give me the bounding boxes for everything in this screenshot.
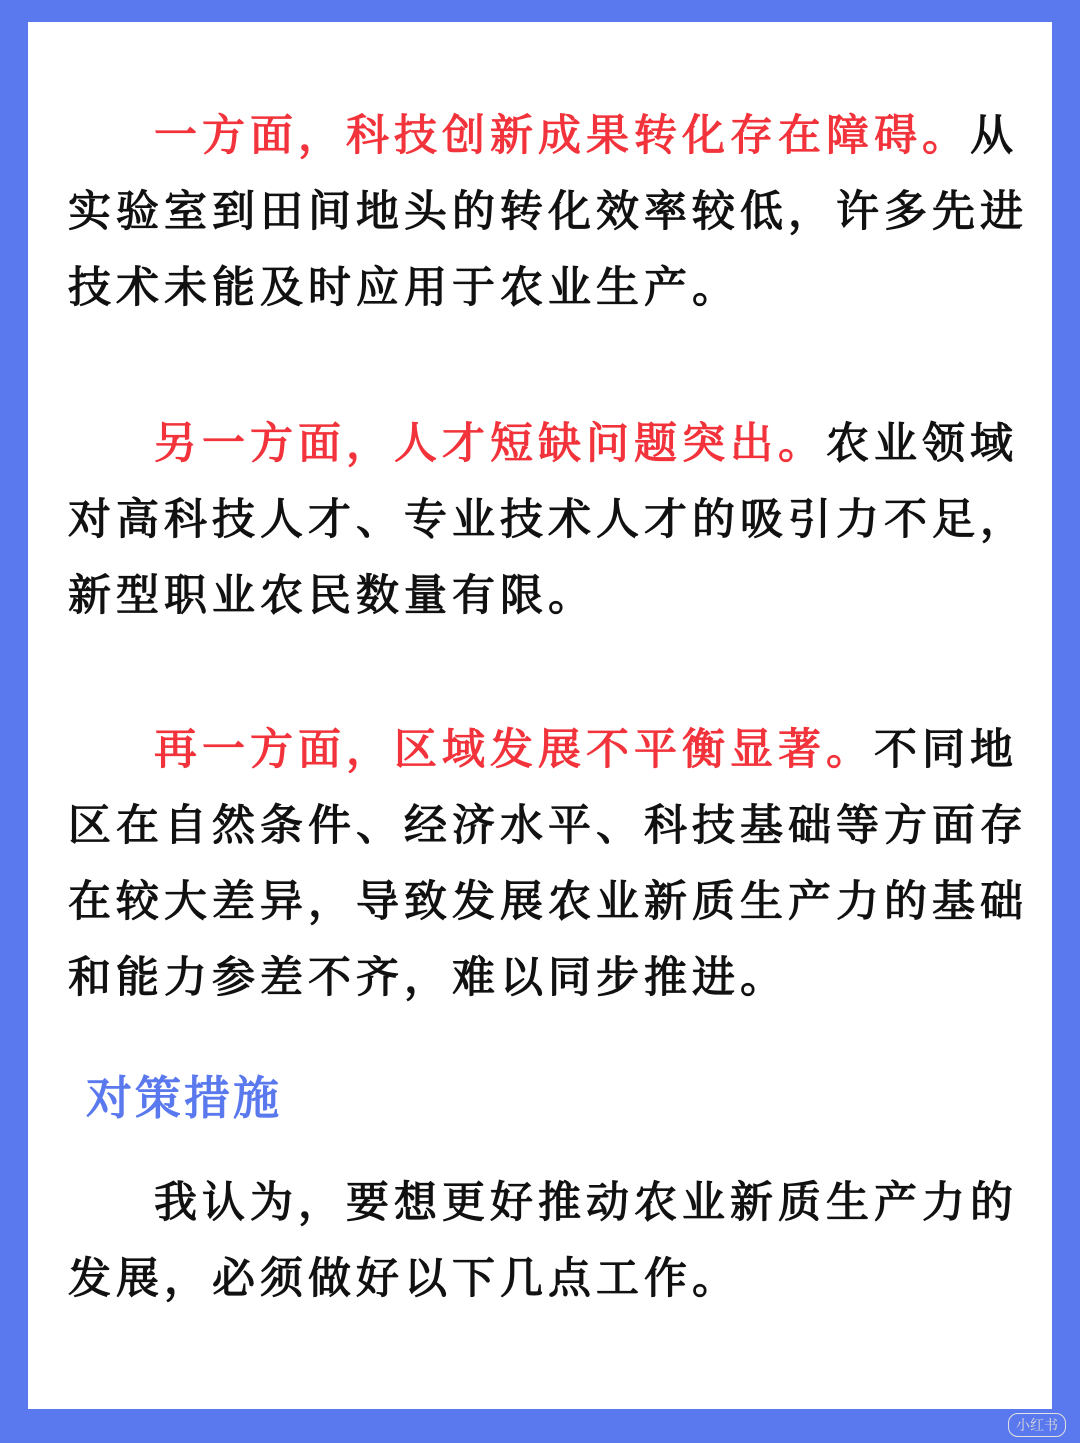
paragraph-obstacle <box>68 98 1028 326</box>
watermark-logo: 小红书 <box>1008 1413 1066 1437</box>
body-text: 不同地区在自然条件、经济水平、科技基础等方面存在较大差异，导致发展农业新质生产力的基础和能力参差不齐，难以同步推进。 <box>68 725 1028 1003</box>
paragraph-measures: 我认为，要想更好推动农业新质生产力的发展，必须做好以下几点工作。 <box>68 1178 1018 1304</box>
content-card <box>28 22 1052 1409</box>
highlight-text: 再一方面，区域发展不平衡显著。 <box>154 725 874 775</box>
highlight-text: 一方面，科技创新成果转化存在障碍。 <box>154 111 970 161</box>
section-heading: 对策措施 <box>86 1071 282 1125</box>
body-text: 农业领域对高科技人才、专业技术人才的吸引力不足，新型职业农民数量有限。 <box>68 419 1028 621</box>
paragraph-talent <box>68 406 1028 634</box>
highlight-text: 另一方面，人才短缺问题突出。 <box>154 419 826 469</box>
paragraph-region <box>68 712 1028 1016</box>
body-text: 从实验室到田间地头的转化效率较低，许多先进技术未能及时应用于农业生产。 <box>68 111 1028 313</box>
